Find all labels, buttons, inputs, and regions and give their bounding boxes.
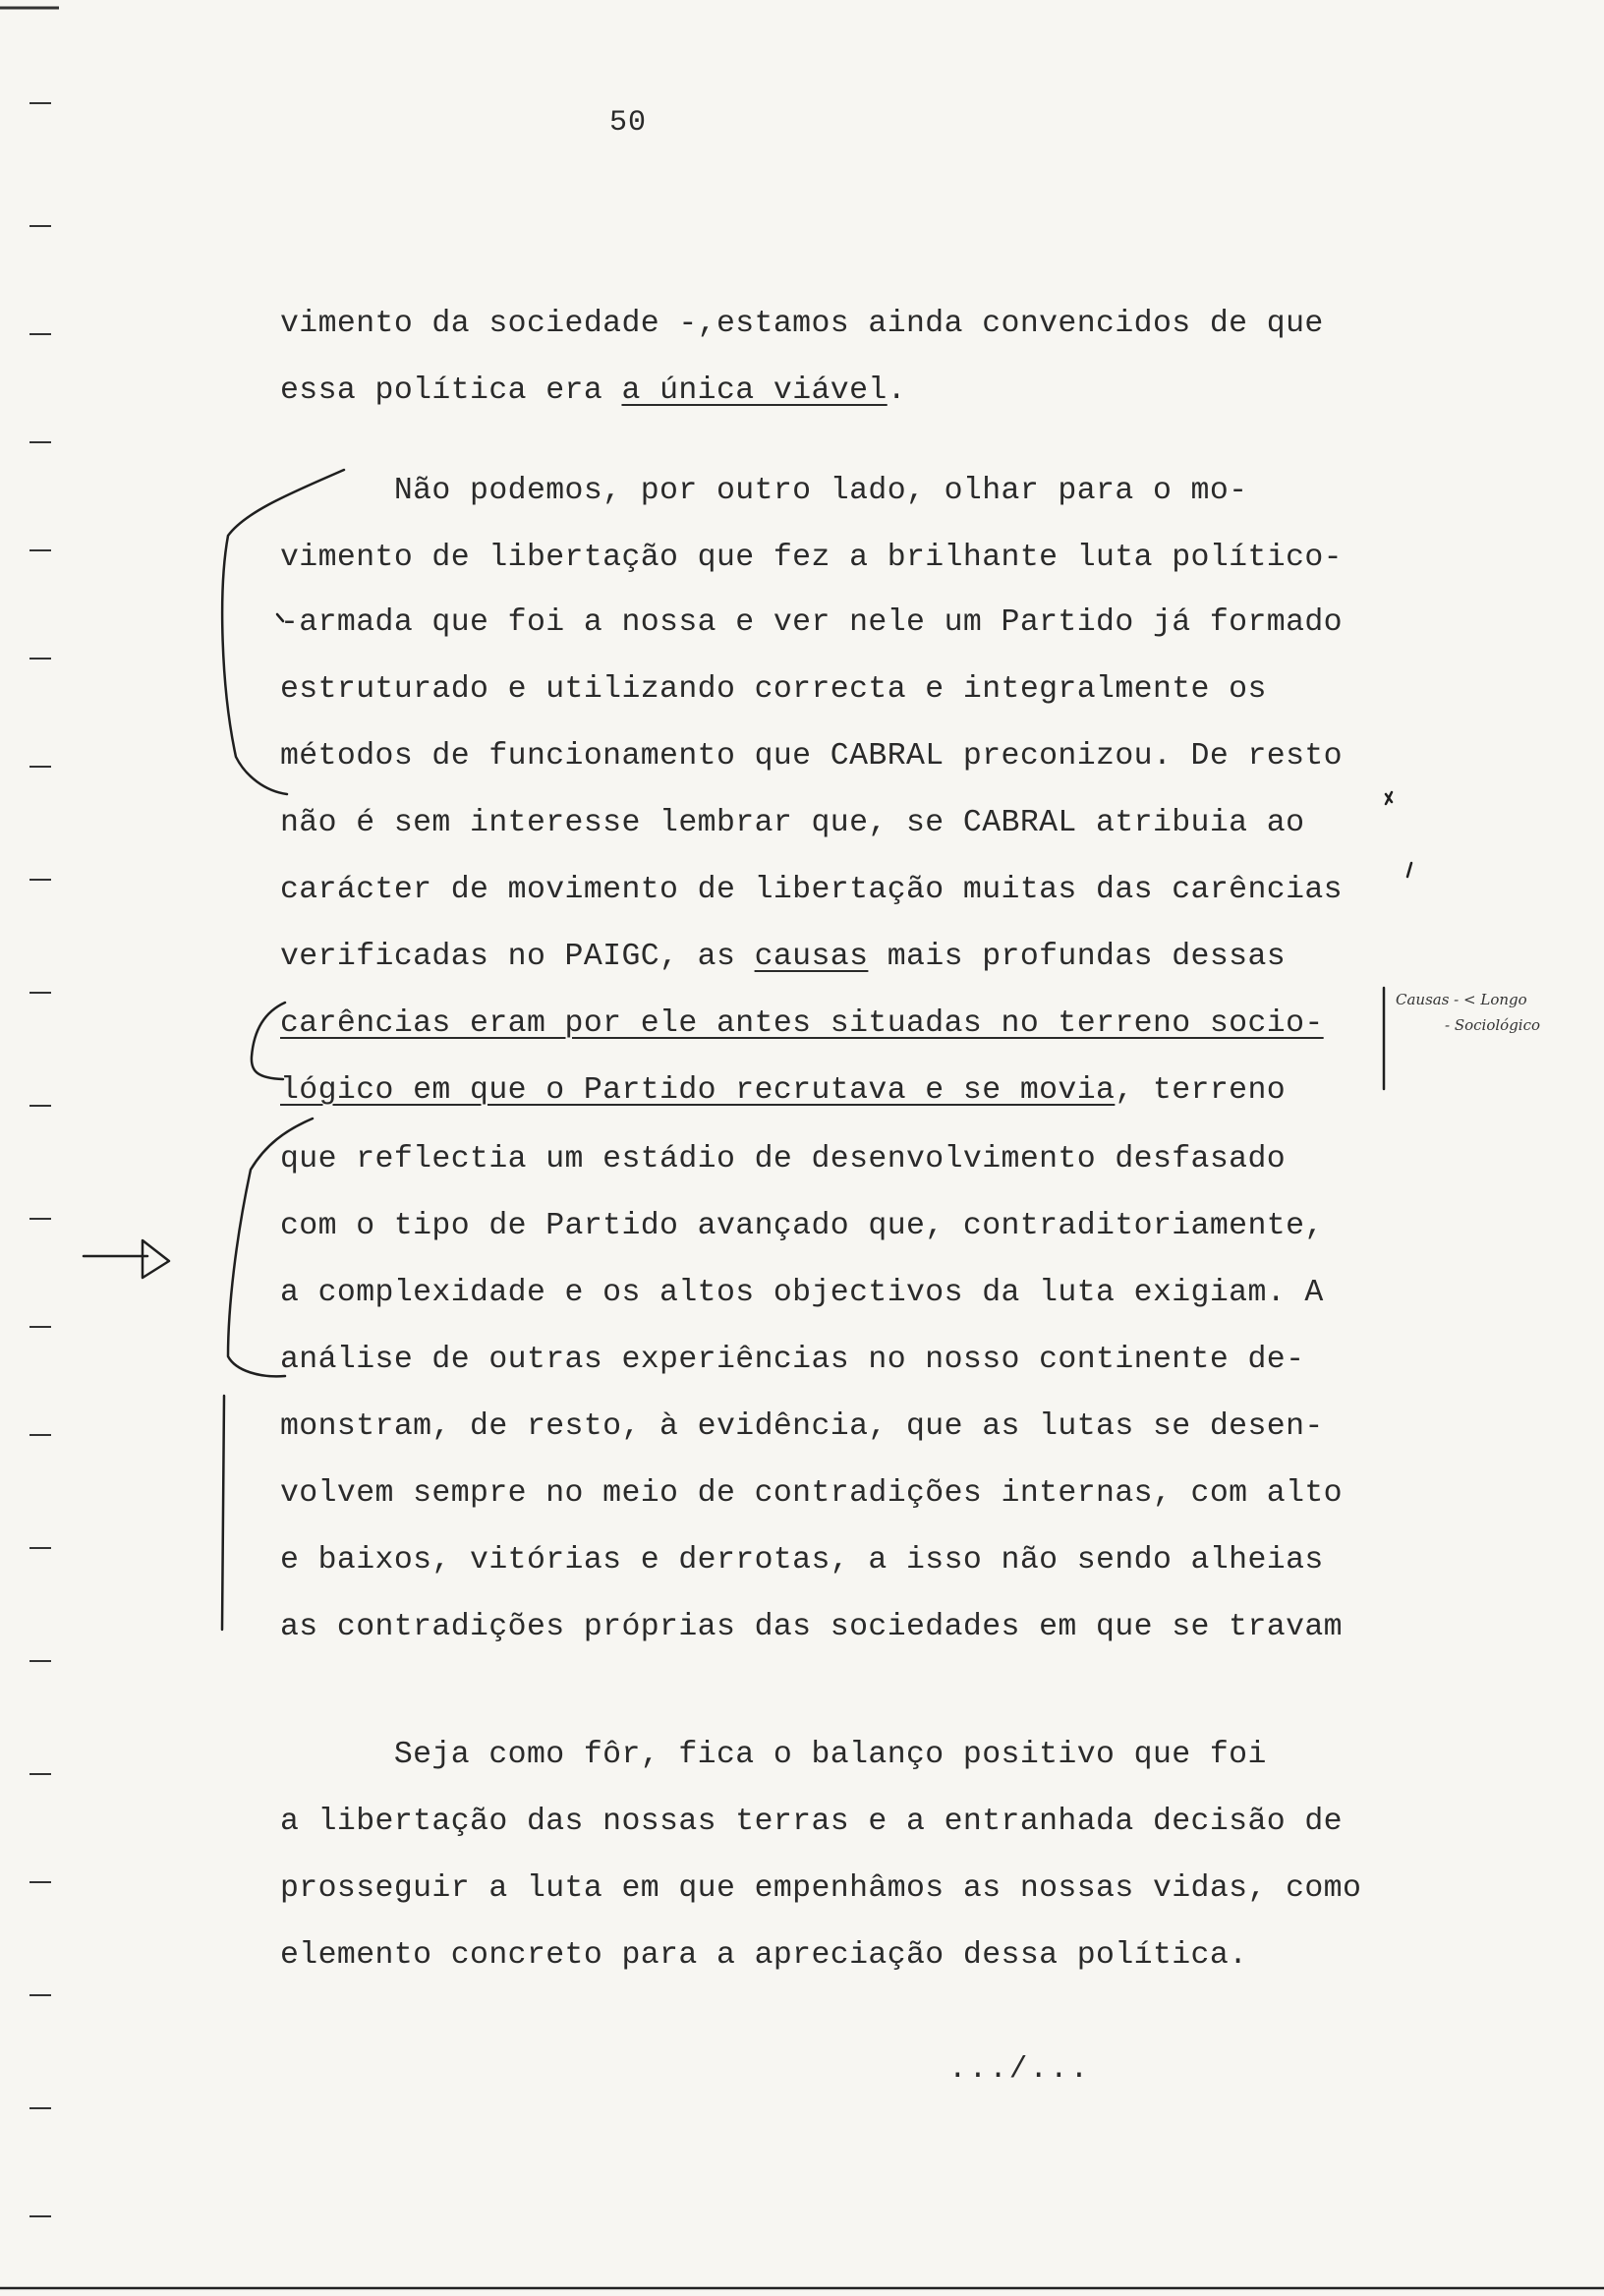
text-line — [280, 940, 1286, 974]
text-line — [280, 373, 906, 408]
continuation-mark: .../... — [948, 2052, 1091, 2087]
text-line: análise de outras experiências no nosso continente de- — [280, 1343, 1305, 1377]
margin-note-line-1: Causas - < Longo — [1396, 991, 1527, 1008]
text-line: com o tipo de Partido avançado que, contraditoriamente, — [280, 1209, 1324, 1243]
line-segment: . — [887, 373, 907, 408]
text-line: Seja como fôr, fica o balanço positivo que foi — [280, 1738, 1267, 1772]
right-mark-comma — [1407, 863, 1411, 877]
scan-edge-ticks — [0, 8, 59, 2216]
text-line: Não podemos, por outro lado, olhar para o mo- — [280, 474, 1248, 508]
text-line: a complexidade e os altos objectivos da luta exigiam. A — [280, 1276, 1324, 1310]
margin-note-line-2: - Sociológico — [1445, 1016, 1541, 1034]
underlined-phrase: carências eram por ele antes situadas no terreno socio- — [280, 1006, 1324, 1041]
text-line: vimento de libertação que fez a brilhante luta político- — [280, 541, 1343, 575]
text-line — [280, 1073, 1286, 1108]
line-segment: , terreno — [1115, 1073, 1287, 1108]
underlined-phrase: lógico em que o Partido recrutava e se movia — [280, 1073, 1116, 1108]
text-line — [280, 1006, 1324, 1041]
text-line: a libertação das nossas terras e a entranhada decisão de — [280, 1805, 1343, 1839]
text-line: que reflectia um estádio de desenvolvimento desfasado — [280, 1142, 1287, 1177]
underlined-phrase: a única viável — [621, 373, 888, 408]
text-line: estruturado e utilizando correcta e integralmente os — [280, 672, 1267, 707]
line-segment: essa política era — [280, 373, 622, 408]
text-line: e baixos, vitórias e derrotas, a isso não sendo alheias — [280, 1543, 1324, 1578]
text-line: vimento da sociedade -,estamos ainda convencidos de que — [280, 307, 1324, 341]
text-line: monstram, de resto, à evidência, que as lutas se desen- — [280, 1409, 1324, 1444]
underlined-phrase: causas — [754, 940, 869, 974]
text-line: elemento concreto para a apreciação dessa política. — [280, 1938, 1248, 1973]
line-segment: mais profundas dessas — [868, 940, 1287, 974]
text-line: -armada que foi a nossa e ver nele um Partido já formado — [280, 605, 1343, 640]
text-line: carácter de movimento de libertação muitas das carências — [280, 873, 1343, 907]
text-line: volvem sempre no meio de contradições internas, com alto — [280, 1476, 1343, 1511]
right-mark-asterisk — [1386, 792, 1392, 804]
side-bar — [222, 1396, 224, 1630]
text-line: não é sem interesse lembrar que, se CABRAL atribuia ao — [280, 806, 1305, 840]
text-line: métodos de funcionamento que CABRAL preconizou. De resto — [280, 739, 1343, 774]
line-segment: verificadas no PAIGC, as — [280, 940, 755, 974]
page-number: 50 — [609, 106, 648, 140]
text-line: as contradições próprias das sociedades em que se travam — [280, 1610, 1343, 1644]
arrow-head — [143, 1240, 169, 1278]
text-line: prosseguir a luta em que empenhâmos as nossas vidas, como — [280, 1871, 1362, 1906]
